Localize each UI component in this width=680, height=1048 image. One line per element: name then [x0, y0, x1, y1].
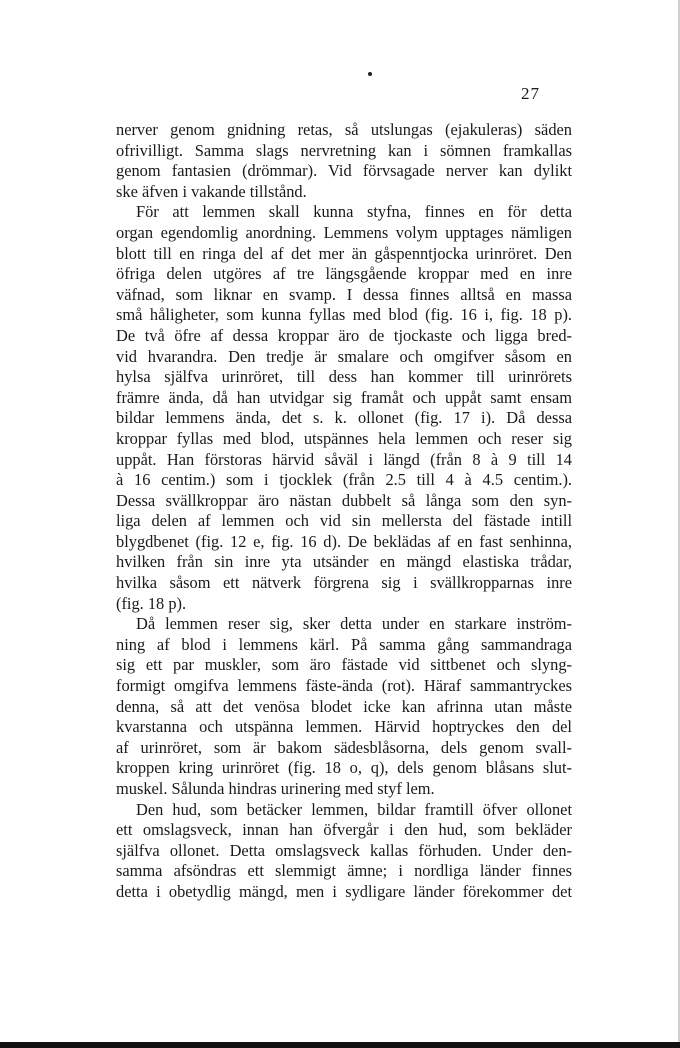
text-line: ske äfven i vakande tillstånd.: [116, 181, 307, 201]
text-line: blott till en ringa del af det mer än gåspenntjocka urinröret. Den: [116, 243, 572, 263]
text-line: främre ända, då han utvidgar sig framåt och uppåt samt ensam: [116, 387, 572, 407]
text-line: detta i obetydlig mängd, men i sydligare länder förekommer det: [116, 881, 572, 901]
text-line: Den hud, som betäcker lemmen, bildar framtill öfver ollonet: [136, 799, 572, 819]
text-line: kroppar fyllas med blod, utspännes hela lemmen och reser sig: [116, 428, 572, 448]
text-line: sig ett par muskler, som äro fästade vid sittbenet och slyng-: [116, 655, 572, 675]
text-line: formigt omgifva lemmens fäste-ända (rot). Häraf sammantryckes: [116, 676, 572, 696]
text-line: små håligheter, som kunna fyllas med blod (fig. 16 i, fig. 18 p).: [116, 305, 572, 325]
text-line: hvilken från sin inre yta utsänder en mängd elastiska trådar,: [116, 552, 572, 572]
text-line: uppåt. Han förstoras härvid såväl i längd (från 8 à 9 till 14: [116, 449, 572, 469]
text-line: organ egendomlig anordning. Lemmens volym upptages nämligen: [116, 222, 572, 242]
text-line: hvilka såsom ett nätverk förgrena sig i svällkropparnas inre: [116, 573, 572, 593]
text-line: genom fantasien (drömmar). Vid förvsagade nerver kan dylikt: [116, 161, 572, 181]
text-line: bildar lemmens ända, det s. k. ollonet (fig. 17 i). Då dessa: [116, 408, 572, 428]
text-line: ett omslagsveck, innan han öfvergår i den hud, som bekläder: [116, 820, 572, 840]
text-line: själfva ollonet. Detta omslagsveck kallas förhuden. Under den-: [116, 840, 572, 860]
text-line: blygdbenet (fig. 12 e, fig. 16 d). De beklädas af en fast senhinna,: [116, 531, 572, 551]
text-line: à 16 centim.) som i tjocklek (från 2.5 till 4 à 4.5 centim.).: [116, 470, 572, 490]
text-line: denna, så att det venösa blodet icke kan afrinna utan måste: [116, 696, 572, 716]
text-line: De två öfre af dessa kroppar äro de tjockaste och ligga bred-: [116, 325, 572, 345]
body-text: [116, 120, 572, 903]
bottom-border: [0, 1042, 680, 1048]
text-line: kvarstanna och utspänna lemmen. Härvid hoptryckes den del: [116, 717, 572, 737]
ink-dot: [368, 72, 372, 76]
text-line: hylsa själfva urinröret, till dess han kommer till urinrörets: [116, 367, 572, 387]
text-line: nerver genom gnidning retas, så utslungas (ejakuleras) säden: [116, 120, 572, 139]
text-line: kroppen kring urinröret (fig. 18 o, q), dels genom blåsans slut-: [116, 758, 572, 778]
text-line: ning af blod i lemmens kärl. På samma gång sammandraga: [116, 634, 572, 654]
text-line: väfnad, som liknar en svamp. I dessa finnes alltså en massa: [116, 284, 572, 304]
text-line: (fig. 18 p).: [116, 593, 187, 613]
text-line: liga delen af lemmen och vid sin mellersta del fästade intill: [116, 511, 572, 531]
text-line: Dessa svällkroppar äro nästan dubbelt så långa som den syn-: [116, 490, 572, 510]
text-line: ofrivilligt. Samma slags nervretning kan i sömnen framkallas: [116, 140, 572, 160]
text-line: muskel. Sålunda hindras urinering med styf lem.: [116, 779, 435, 798]
text-line: vid hvarandra. Den tredje är smalare och omgifver såsom en: [116, 346, 572, 366]
text-line: samma afsöndras ett slemmigt ämne; i nordliga länder finnes: [116, 861, 572, 881]
text-line: Då lemmen reser sig, sker detta under en starkare inström-: [136, 614, 572, 634]
text-line: af urinröret, som är bakom sädesblåsorna, dels genom svall-: [116, 737, 572, 757]
text-line: För att lemmen skall kunna styfna, finnes en för detta: [136, 202, 572, 222]
text-line: öfriga delen utgöres af tre längsgående kroppar med en inre: [116, 264, 572, 284]
page-number: 27: [521, 84, 540, 103]
